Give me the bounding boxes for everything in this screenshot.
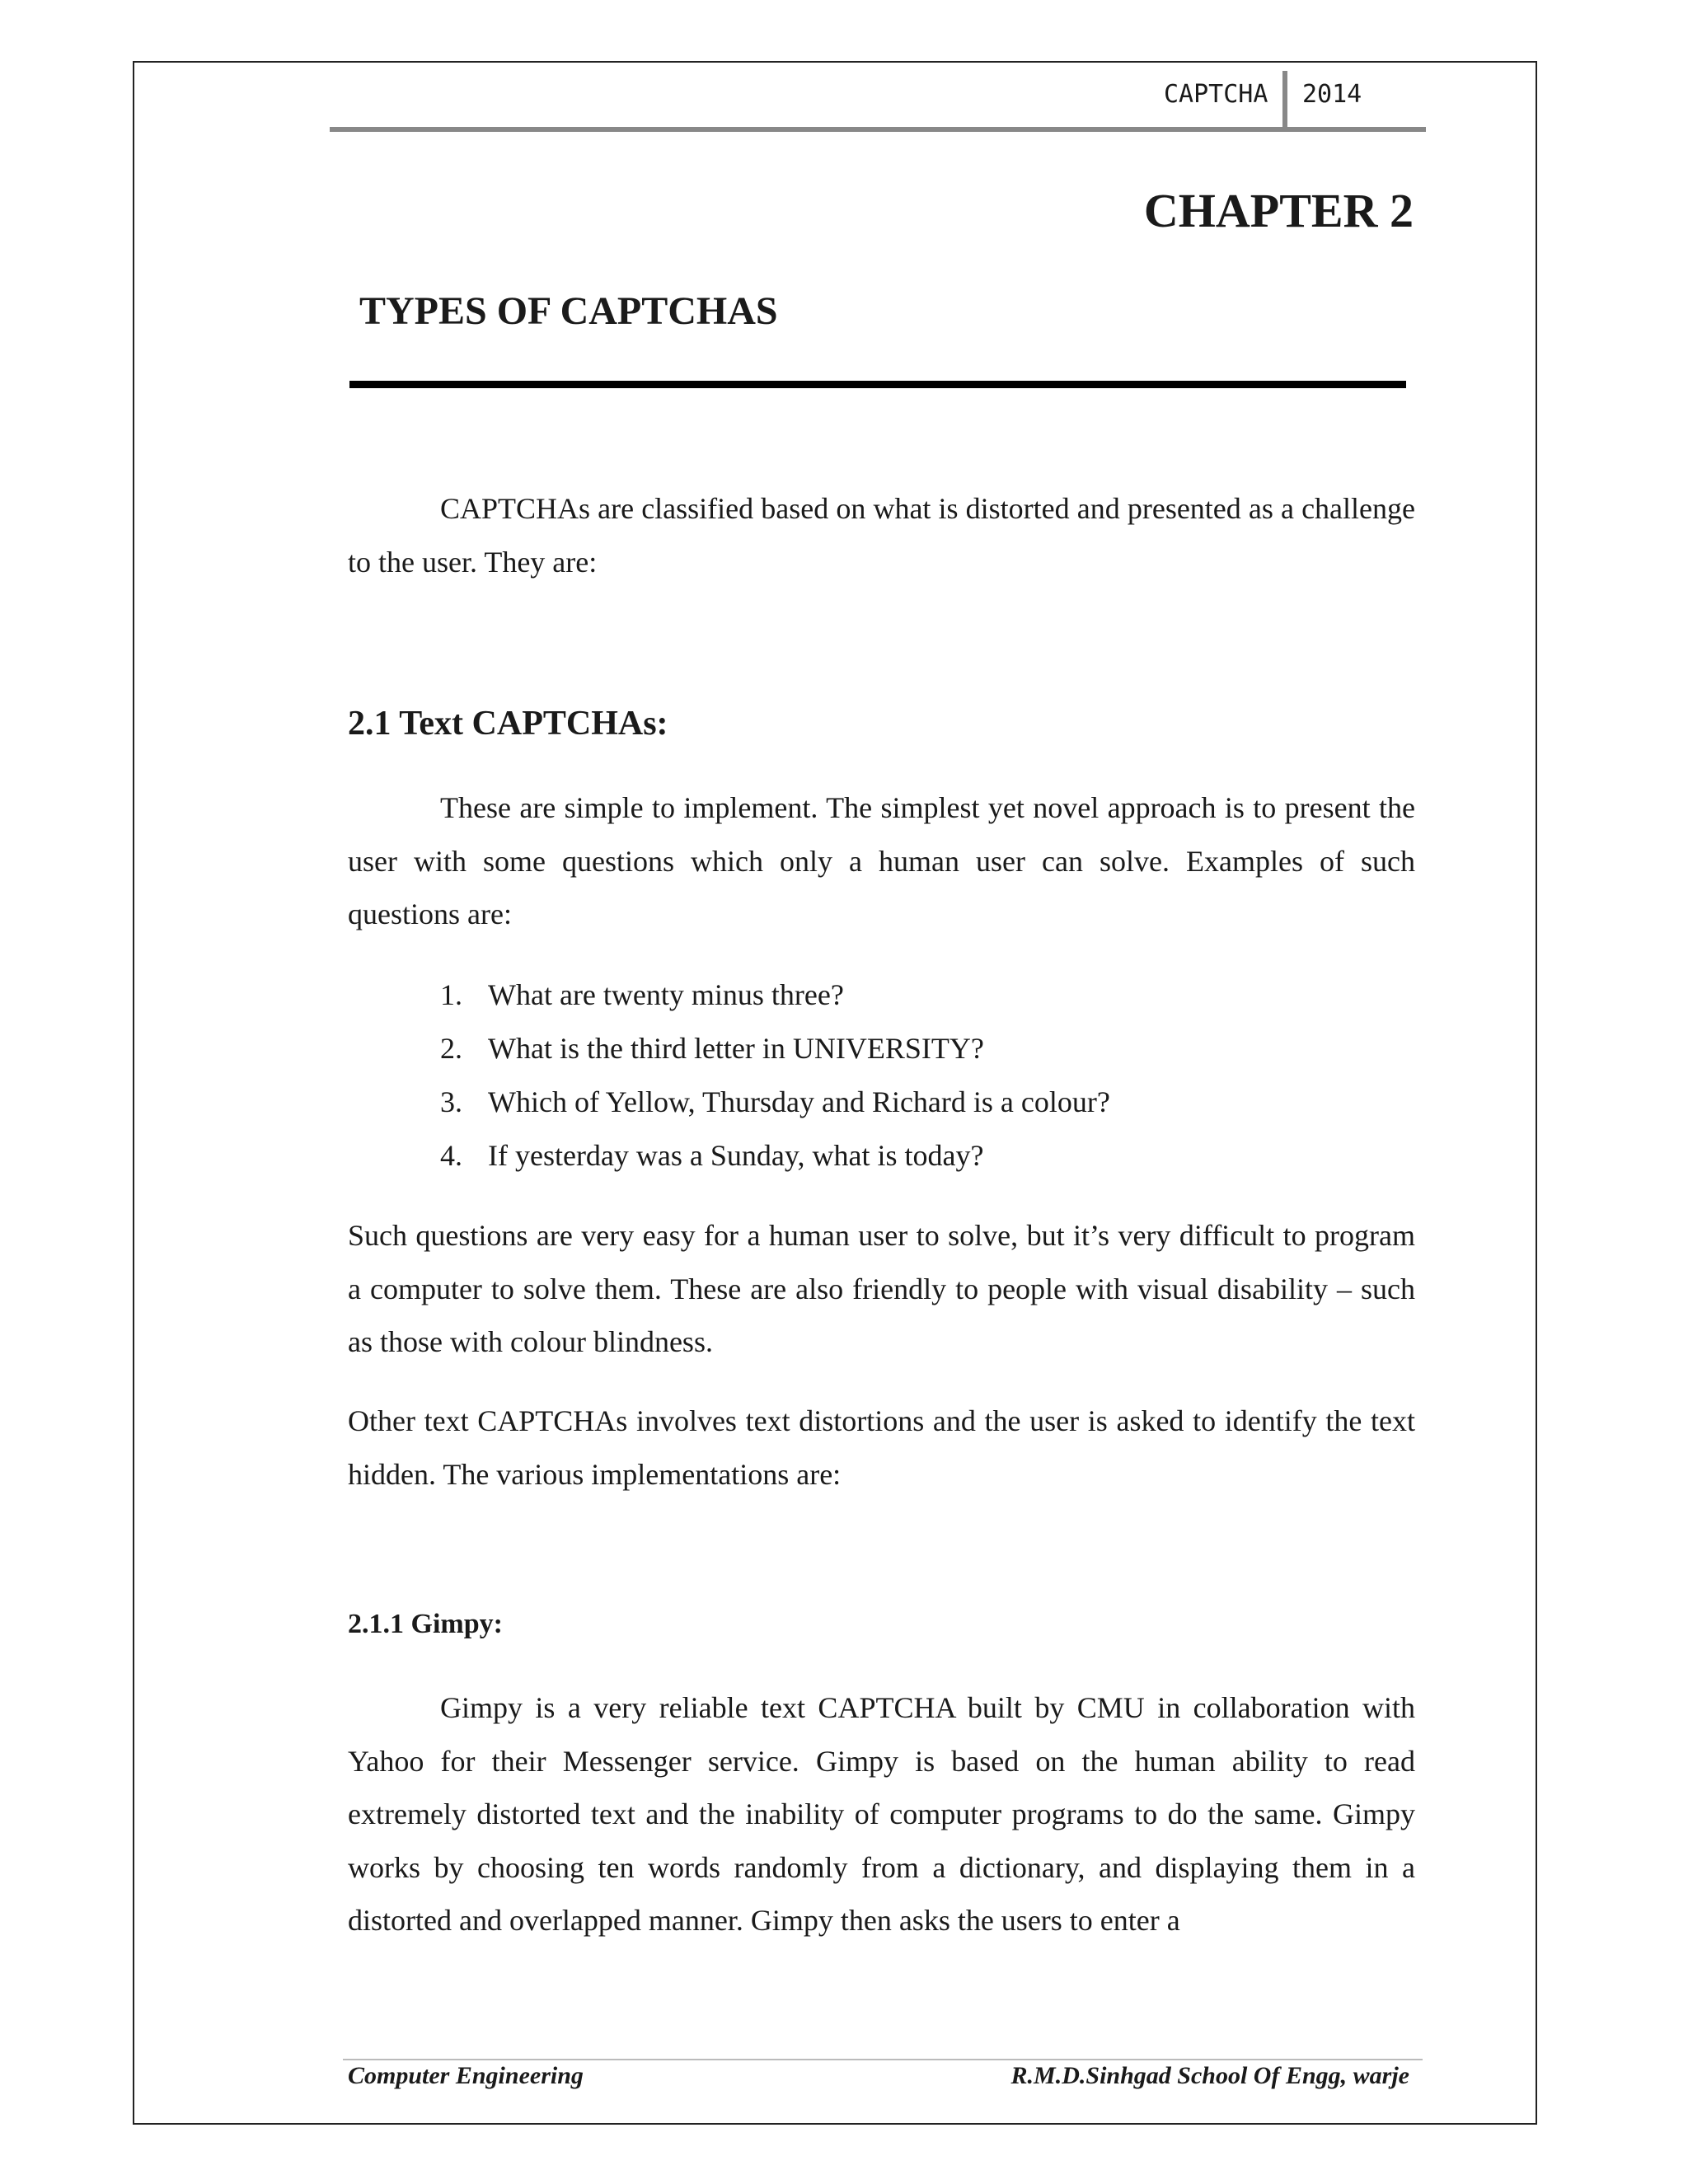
section-heading-2-1-1: 2.1.1 Gimpy: (348, 1609, 503, 1639)
list-item (440, 1022, 1110, 1076)
list-item-text: What is the third letter in UNIVERSITY? (488, 1032, 984, 1065)
list-item (440, 1129, 1110, 1183)
section-2-1-paragraph-3: Other text CAPTCHAs involves text distortions and the user is asked to identify the text hidden. The various implementations are: (348, 1404, 1415, 1491)
chapter-title: TYPES OF CAPTCHAS (359, 289, 778, 333)
list-item-number: 3. (440, 1085, 462, 1118)
intro-paragraph: CAPTCHAs are classified based on what is distorted and presented as a challenge to the user. They are: (348, 492, 1415, 579)
footer-rule (343, 2059, 1423, 2060)
footer-institution: R.M.D.Sinhgad School Of Engg, warje (1010, 2062, 1409, 2089)
list-item-text: Which of Yellow, Thursday and Richard is a colour? (488, 1085, 1110, 1118)
running-header-title: CAPTCHA (1164, 80, 1268, 109)
running-header-year: 2014 (1302, 80, 1362, 109)
list-item-number: 2. (440, 1032, 462, 1065)
list-item (440, 968, 1110, 1022)
section-2-1-paragraph-2: Such questions are very easy for a human user to solve, but it’s very difficult to program a computer to solve them. These are also friendly to people with visual disability – such as those with colour blindness. (348, 1219, 1415, 1358)
header-rule (330, 127, 1426, 132)
list-item (440, 1076, 1110, 1129)
footer-department: Computer Engineering (348, 2062, 584, 2089)
example-questions-list (440, 968, 1110, 1183)
header-separator (1282, 71, 1287, 129)
gimpy-paragraph: Gimpy is a very reliable text CAPTCHA built by CMU in collaboration with Yahoo for their Messenger service. Gimpy is based on the human ability to read extremely distorted text and the inability of computer programs to do the same. Gimpy works by choosing ten words randomly from a dictionary, and displaying them in a distorted and overlapped manner. Gimpy then asks the users to enter a (348, 1691, 1415, 1937)
list-item-number: 1. (440, 978, 462, 1011)
list-item-number: 4. (440, 1139, 462, 1172)
list-item-text: If yesterday was a Sunday, what is today? (488, 1139, 984, 1172)
section-heading-2-1: 2.1 Text CAPTCHAs: (348, 705, 668, 743)
title-rule (349, 381, 1406, 388)
section-2-1-paragraph-1: These are simple to implement. The simplest yet novel approach is to present the user with some questions which only a human user can solve. Examples of such questions are: (348, 791, 1415, 930)
chapter-label: CHAPTER 2 (1143, 184, 1414, 237)
list-item-text: What are twenty minus three? (488, 978, 844, 1011)
